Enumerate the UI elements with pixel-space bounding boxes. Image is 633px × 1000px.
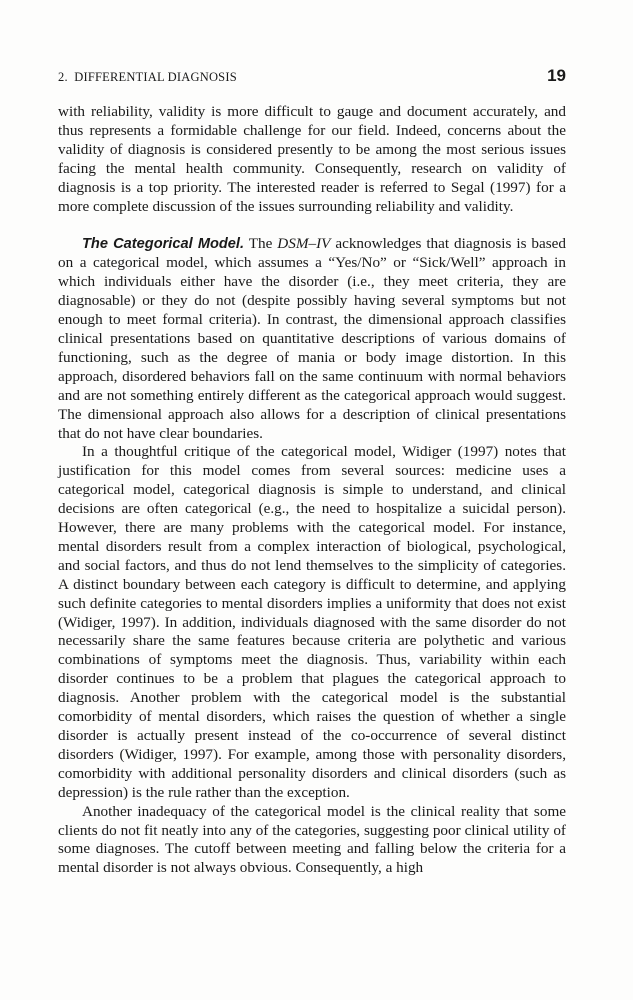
paragraph-text: acknowledges that diagnosis is based on a categorical model, which assumes a “Yes/No” or “Sick/Well” approach in which individuals either have the disorder (i.e., they meet criteria, they are diagnosable) or they do not (despite possibly having several symptoms but not enough to meet formal criteria). In contrast, the dimensional approach classifies clinical presentations based on quantitative descriptions of various domains of functioning, such as the degree of mania or body image distortion. In this approach, disordered behaviors fall on the same continuum with normal behaviors and are not something entirely different as the categorical approach would suggest. The dimensional approach also allows for a description of clinical presentations that do not have clear boundaries. — [58, 235, 567, 442]
paragraph-widiger-critique: In a thoughtful critique of the categorical model, Widiger (1997) notes that justification for this model comes from several sources: medicine uses a categorical model, categorical diagnosis is simple to understand, and clinical decisions are often categorical (e.g., the need to hospitalize a suicidal person). However, there are many problems with the categorical model. For instance, mental disorders result from a complex interaction of biological, psychological, and social factors, and thus do not lend themselves to the simplicity of categories. A distinct boundary between each category is difficult to determine, and applying such definite categories to mental disorders implies a uniformity that does not exist (Widiger, 1997). In addition, individuals diagnosed with the same disorder do not necessarily share the same features because criteria are polythetic and various combinations of symptoms meet the diagnosis. Thus, variability within each disorder continues to be a problem that plagues the categorical approach to diagnosis. Another problem with the categorical model is the substantial comorbidity of mental disorders, which raises the question of whether a single disorder is actually present instead of the co-occurrence of several distinct disorders (Widiger, 1997). For example, among those with personality disorders, comorbidity with additional personality disorders and clinical disorders (such as depression) is the rule rather than the exception. — [58, 443, 566, 801]
chapter-title: 2. DIFFERENTIAL DIAGNOSIS — [58, 70, 237, 84]
paragraph-categorical-model — [58, 235, 566, 443]
running-head — [58, 66, 566, 88]
paragraph-inadequacy: Another inadequacy of the categorical model is the clinical reality that some clients do not fit neatly into any of the categories, suggesting poor clinical utility of some diagnoses. The cutoff between meeting and falling below the criteria for a mental disorder is not always obvious. Consequently, a high — [58, 802, 566, 877]
paragraph-validity-continued: with reliability, validity is more difficult to gauge and document accurately, and thus represents a formidable challenge for our field. Indeed, concerns about the validity of diagnosis is considered presently to be among the most serious issues facing the mental health community. Consequently, research on validity of diagnosis is a top priority. The interested reader is referred to Segal (1997) for a more complete discussion of the issues surrounding reliability and validity. — [58, 103, 566, 215]
paragraph-text: The — [244, 235, 278, 253]
body-text — [58, 103, 566, 878]
page-number: 19 — [547, 66, 566, 85]
dsm-title: DSM–IV — [277, 235, 331, 253]
section-heading: The Categorical Model. — [82, 236, 245, 253]
